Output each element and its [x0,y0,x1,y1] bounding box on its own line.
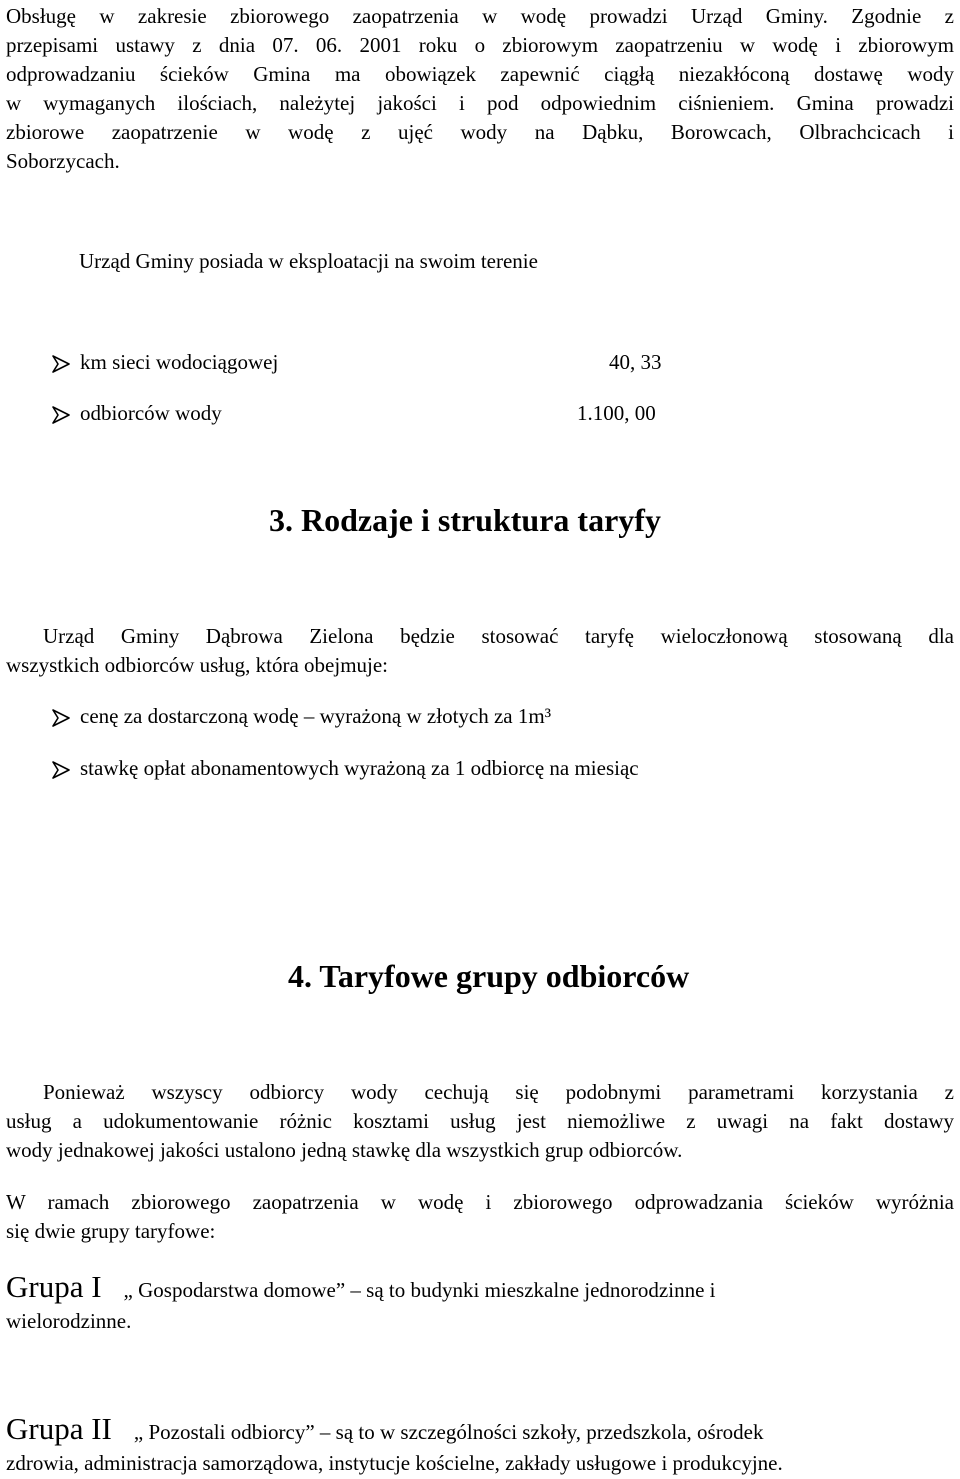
arrow-bullet-icon [52,355,80,373]
section-4-heading: 4. Taryfowe grupy odbiorców [288,958,690,994]
section-3-line: Urząd Gminy Dąbrowa Zielona będzie stosować taryfę wieloczłonową stosowaną dla [43,624,954,648]
tariff-item-text: stawkę opłat abonamentowych wyrażoną za 1 odbiorcę na miesiąc [80,756,639,780]
arrow-bullet-icon [52,406,80,424]
section-3-heading: 3. Rodzaje i struktura taryfy [269,502,661,538]
intro-line: zbiorowe zaopatrzenie w wodę z ujęć wody na Dąbku, Borowcach, Olbrachcicach i [6,120,954,144]
section-3-paragraph [6,622,954,680]
tariff-group-1 [6,1271,954,1337]
assets-list-item [52,399,222,428]
tariff-list-item [52,754,639,783]
section-4-line: Ponieważ wszyscy odbiorcy wody cechują się podobnymi parametrami korzystania z [43,1080,954,1104]
intro-line: przepisami ustawy z dnia 07. 06. 2001 roku o zbiorowym zaopatrzeniu w wodę i zbiorowym [6,33,954,57]
asset-value: 1.100, 00 [577,401,656,425]
group-description-continued: zdrowia, administracja samorządowa, instytucje kościelne, zakłady usługowe i produkcyjne. [6,1451,783,1475]
group-description-continued: wielorodzinne. [6,1309,132,1333]
intro-paragraph [6,2,954,176]
asset-label: odbiorców wody [80,401,222,425]
group-description: „ Gospodarstwa domowe” – są to budynki mieszkalne jednorodzinne i [123,1278,716,1302]
arrow-bullet-icon [52,761,80,779]
assets-list-item [52,348,278,377]
intro-line: w wymaganych ilościach, należytej jakości i pod odpowiednim ciśnieniem. Gmina prowadzi [6,91,954,115]
intro-line: Obsługę w zakresie zbiorowego zaopatrzenia w wodę prowadzi Urząd Gminy. Zgodnie z [6,4,954,28]
intro-line: odprowadzaniu ścieków Gmina ma obowiązek zapewnić ciągłą niezakłóconą dostawę wody [6,62,954,86]
section-4-paragraph-1 [6,1078,954,1165]
assets-intro: Urząd Gminy posiada w eksploatacji na swoim terenie [79,249,538,273]
arrow-bullet-icon [52,709,80,727]
asset-label: km sieci wodociągowej [80,350,279,374]
asset-value: 40, 33 [609,350,662,374]
section-4-line: wody jednakowej jakości ustalono jedną stawkę dla wszystkich grup odbiorców. [6,1138,683,1162]
tariff-item-text: cenę za dostarczoną wodę – wyrażoną w złotych za 1m³ [80,704,551,728]
section-3-line: wszystkich odbiorców usług, która obejmuje: [6,653,389,677]
section-4-line: się dwie grupy taryfowe: [6,1219,216,1243]
section-4-line: usług a udokumentowanie różnic kosztami usług jest niemożliwe z uwagi na fakt dostawy [6,1109,954,1133]
tariff-list-item [52,702,551,731]
section-4-paragraph-2 [6,1188,954,1246]
section-4-line: W ramach zbiorowego zaopatrzenia w wodę i zbiorowego odprowadzania ścieków wyróżnia [6,1190,954,1214]
group-name: Grupa I [6,1269,102,1304]
tariff-group-2 [6,1413,954,1479]
group-name: Grupa II [6,1411,112,1446]
intro-line: Soborzycach. [6,149,120,173]
group-description: „ Pozostali odbiorcy” – są to w szczególności szkoły, przedszkola, ośrodek [133,1420,764,1444]
